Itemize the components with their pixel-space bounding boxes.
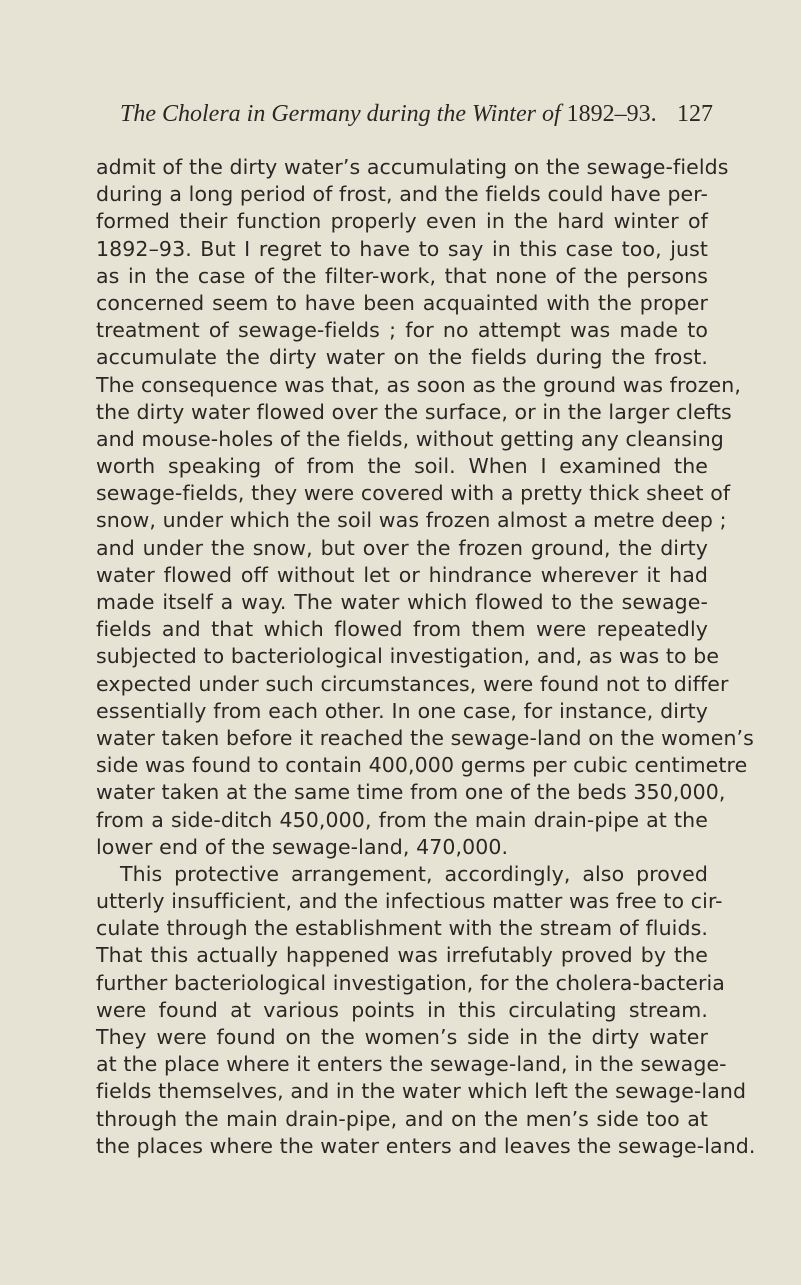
text-line: subjected to bacteriological investigation, and, as was to be bbox=[96, 644, 720, 669]
text-line: treatment of sewage-fields ; for no attempt was made to bbox=[96, 318, 708, 343]
text-line: and under the snow, but over the frozen ground, the dirty bbox=[96, 535, 708, 560]
text-line: accumulate the dirty water on the fields during the frost. bbox=[96, 345, 708, 370]
text-line: through the main drain-pipe, and on the men’s side too at bbox=[96, 1106, 708, 1131]
text-line: admit of the dirty water’s accumulating on the sewage-fields bbox=[96, 155, 729, 179]
page-number: 127 bbox=[677, 101, 713, 127]
running-head-years: 1892–93. bbox=[566, 101, 657, 127]
text-line: 1892–93. But I regret to have to say in this case too, just bbox=[96, 236, 708, 261]
text-line: formed their function properly even in the hard winter of bbox=[96, 209, 708, 234]
text-line: This protective arrangement, accordingly, also proved bbox=[120, 861, 708, 886]
text-line: at the place where it enters the sewage-land, in the sewage- bbox=[96, 1052, 727, 1077]
text-line: essentially from each other. In one case, for instance, dirty bbox=[96, 698, 708, 723]
text-line: from a side-ditch 450,000, from the main drain-pipe at the bbox=[96, 807, 708, 832]
text-line: made itself a way. The water which flowed to the sewage- bbox=[96, 590, 708, 614]
text-line: the dirty water flowed over the surface, or in the larger clefts bbox=[96, 399, 732, 424]
text-line: That this actually happened was irrefutably proved by the bbox=[96, 943, 708, 968]
text-line: side was found to contain 400,000 germs per cubic centimetre bbox=[96, 753, 748, 778]
text-line: sewage-fields, they were covered with a pretty thick sheet of bbox=[96, 481, 731, 506]
text-line: were found at various points in this circulating stream. bbox=[96, 997, 708, 1022]
text-line: the places where the water enters and leaves the sewage-land. bbox=[96, 1133, 756, 1158]
text-line: as in the case of the filter-work, that none of the persons bbox=[96, 263, 708, 288]
text-line: expected under such circumstances, were found not to differ bbox=[96, 671, 729, 696]
text-line: during a long period of frost, and the fields could have per- bbox=[96, 182, 708, 207]
text-line: snow, under which the soil was frozen almost a metre deep ; bbox=[96, 508, 727, 533]
text-line: utterly insufficient, and the infectious matter was free to cir- bbox=[96, 889, 723, 914]
text-line: They were found on the women’s side in the dirty water bbox=[96, 1025, 708, 1049]
text-line: worth speaking of from the soil. When I examined the bbox=[96, 454, 708, 479]
running-head-title: The Cholera in Germany during the Winter of bbox=[120, 101, 561, 127]
text-line: culate through the establishment with the stream of fluids. bbox=[96, 916, 708, 941]
body-text bbox=[96, 154, 756, 1160]
text-line: and mouse-holes of the fields, without getting any cleansing bbox=[96, 426, 724, 451]
text-line: further bacteriological investigation, for the cholera-bacteria bbox=[96, 970, 725, 995]
paragraph bbox=[96, 154, 754, 861]
text-line: fields and that which flowed from them were repeatedly bbox=[96, 617, 708, 642]
text-line: water taken at the same time from one of the beds 350,000, bbox=[96, 780, 726, 805]
text-line: lower end of the sewage-land, 470,000. bbox=[96, 834, 509, 859]
text-line: The consequence was that, as soon as the ground was frozen, bbox=[96, 372, 741, 397]
text-line: fields themselves, and in the water which left the sewage-land bbox=[96, 1079, 747, 1104]
paragraph bbox=[96, 861, 756, 1160]
text-line: water taken before it reached the sewage-land on the women’s bbox=[96, 725, 754, 750]
text-line: water flowed off without let or hindrance wherever it had bbox=[96, 562, 708, 587]
running-head bbox=[120, 98, 713, 130]
text-line: concerned seem to have been acquainted with the proper bbox=[96, 290, 708, 315]
